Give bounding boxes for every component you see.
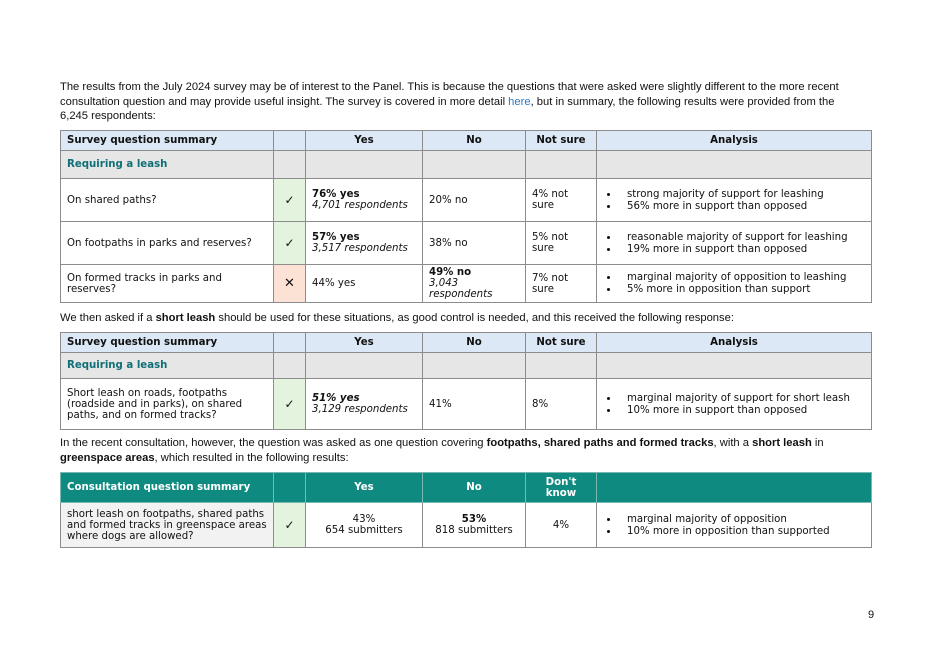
yes-cell: 51% yes 3,129 respondents	[306, 379, 423, 430]
list-item: • marginal majority of opposition to leashing	[619, 272, 865, 283]
row-question: On footpaths in parks and reserves?	[61, 222, 274, 265]
list-item: • strong majority of support for leashing	[619, 189, 865, 200]
no-cell: 41%	[423, 379, 526, 430]
intro-text-end: , but in summary, the following results were provided from the 6,245 respondents:	[60, 95, 835, 122]
row-question: short leash on footpaths, shared paths and formed tracks in greenspace areas where dogs are allowed?	[61, 503, 274, 548]
section-label: Requiring a leash	[61, 151, 274, 179]
list-item: • marginal majority of support for short leash	[619, 393, 865, 404]
col-header-question: Survey question summary	[61, 131, 274, 151]
no-cell: 20% no	[423, 179, 526, 222]
tick-icon: ✓	[274, 503, 306, 548]
consultation-table	[60, 472, 872, 548]
list-item: • marginal majority of opposition	[619, 514, 865, 525]
section-label: Requiring a leash	[61, 353, 274, 379]
cross-icon: ✕	[274, 265, 306, 303]
col-header-mark	[274, 131, 306, 151]
col-header-no: No	[423, 473, 526, 503]
dont-know-cell: 4%	[526, 503, 597, 548]
analysis-cell	[597, 379, 872, 430]
table-row	[61, 379, 872, 430]
table-header-row	[61, 131, 872, 151]
short-leash-paragraph: We then asked if a short leash should be used for these situations, as good control is needed, and this received the following response:	[60, 312, 734, 324]
col-header-analysis: Analysis	[597, 333, 872, 353]
col-header-not-sure: Not sure	[526, 333, 597, 353]
intro-text: The results from the July 2024 survey may be of interest to the Panel. This is because the questions that were asked were slightly different to the more recent consultation question and may provide useful insight. The survey is covered in more detail	[60, 81, 839, 108]
col-header-mark	[274, 333, 306, 353]
survey-results-table	[60, 130, 872, 303]
yes-cell: 43% 654 submitters	[306, 503, 423, 548]
col-header-dont-know: Don't know	[526, 473, 597, 503]
list-item: • 10% more in support than opposed	[619, 405, 865, 416]
col-header-no: No	[423, 333, 526, 353]
short-leash-table	[60, 332, 872, 430]
col-header-analysis: Analysis	[597, 131, 872, 151]
analysis-cell	[597, 179, 872, 222]
analysis-cell	[597, 222, 872, 265]
table-row	[61, 179, 872, 222]
col-header-yes: Yes	[306, 333, 423, 353]
row-question: Short leash on roads, footpaths (roadside and in parks), on shared paths, and on formed tracks?	[61, 379, 274, 430]
no-cell: 38% no	[423, 222, 526, 265]
here-link[interactable]: here	[508, 95, 531, 108]
col-header-not-sure: Not sure	[526, 131, 597, 151]
section-row	[61, 353, 872, 379]
list-item: • 5% more in opposition than support	[619, 284, 865, 295]
col-header-yes: Yes	[306, 473, 423, 503]
table-header-row	[61, 473, 872, 503]
tick-icon: ✓	[274, 179, 306, 222]
list-item: • 10% more in opposition than supported	[619, 526, 865, 537]
no-cell: 53% 818 submitters	[423, 503, 526, 548]
row-question: On formed tracks in parks and reserves?	[61, 265, 274, 303]
analysis-cell	[597, 503, 872, 548]
not-sure-cell: 8%	[526, 379, 597, 430]
tick-icon: ✓	[274, 379, 306, 430]
section-row	[61, 151, 872, 179]
col-header-mark	[274, 473, 306, 503]
col-header-question: Survey question summary	[61, 333, 274, 353]
col-header-question: Consultation question summary	[61, 473, 274, 503]
col-header-no: No	[423, 131, 526, 151]
list-item: • reasonable majority of support for leashing	[619, 232, 865, 243]
list-item: • 19% more in support than opposed	[619, 244, 865, 255]
list-item: • 56% more in support than opposed	[619, 201, 865, 212]
not-sure-cell: 4% not sure	[526, 179, 597, 222]
row-question: On shared paths?	[61, 179, 274, 222]
table-row	[61, 503, 872, 548]
col-header-yes: Yes	[306, 131, 423, 151]
table-header-row	[61, 333, 872, 353]
table-row	[61, 222, 872, 265]
not-sure-cell: 7% not sure	[526, 265, 597, 303]
yes-cell: 57% yes 3,517 respondents	[306, 222, 423, 265]
consultation-paragraph: In the recent consultation, however, the question was asked as one question covering footpaths, shared paths and formed tracks, with a short leash in greenspace areas, which resulted in the following results:	[60, 437, 824, 464]
intro-paragraph	[60, 80, 860, 124]
col-header-analysis	[597, 473, 872, 503]
analysis-cell	[597, 265, 872, 303]
yes-cell: 76% yes 4,701 respondents	[306, 179, 423, 222]
table-row	[61, 265, 872, 303]
not-sure-cell: 5% not sure	[526, 222, 597, 265]
page-number: 9	[868, 609, 875, 621]
tick-icon: ✓	[274, 222, 306, 265]
yes-cell: 44% yes	[306, 265, 423, 303]
no-cell: 49% no 3,043 respondents	[423, 265, 526, 303]
